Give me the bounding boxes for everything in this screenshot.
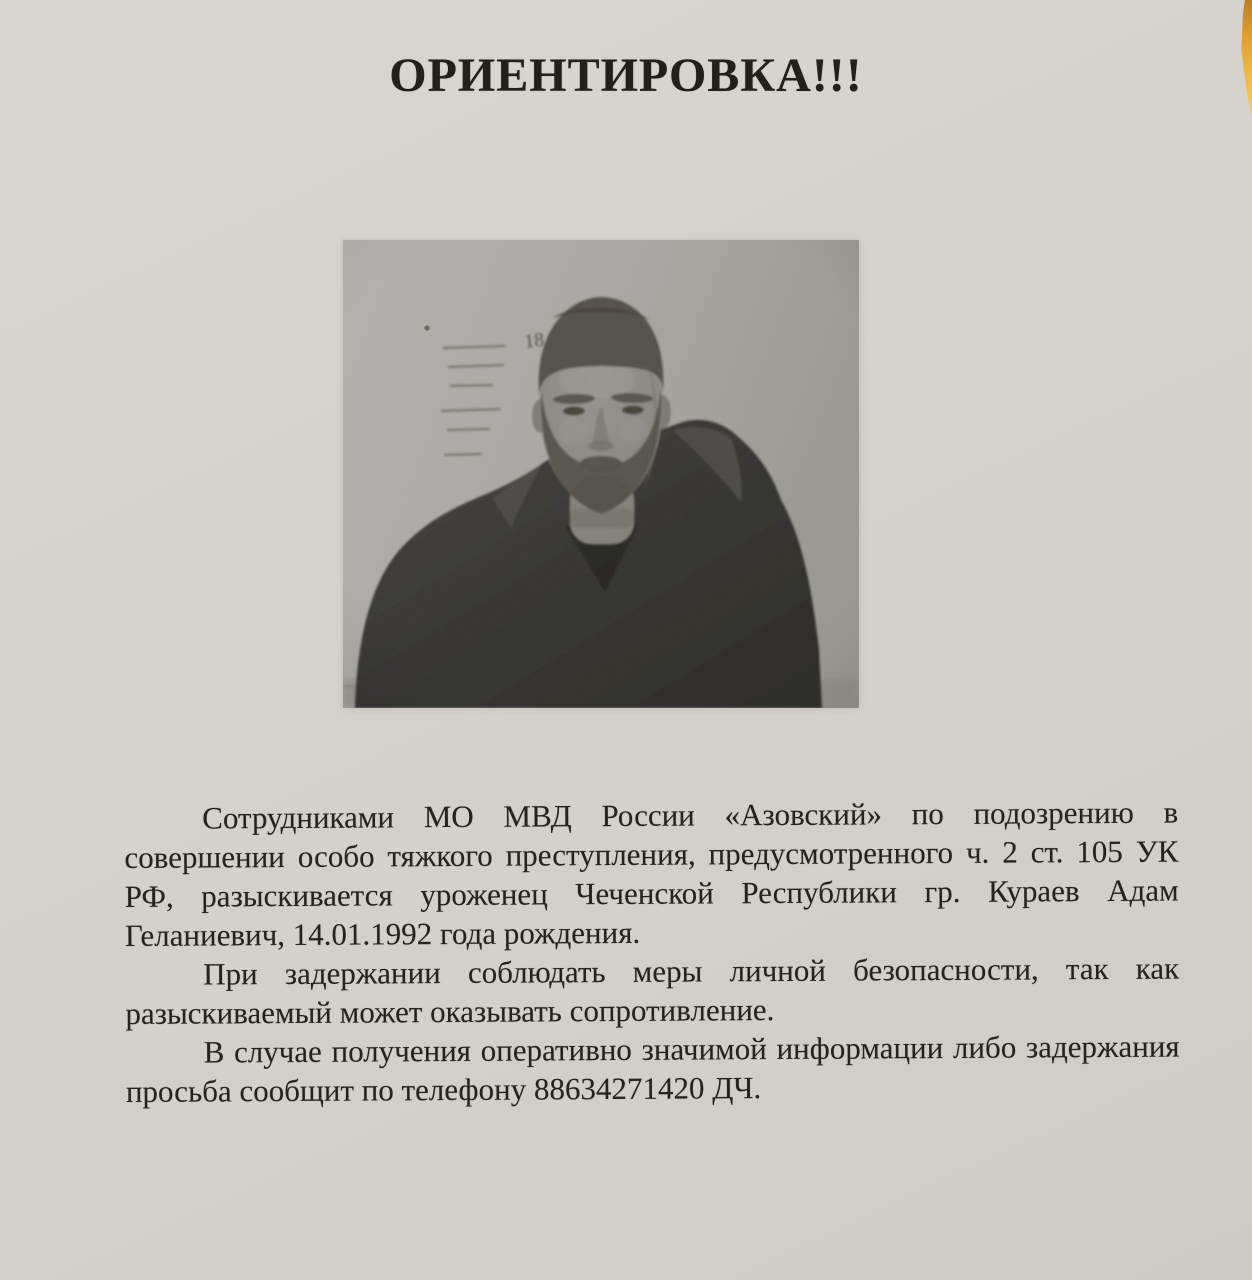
paragraph-contact-info: В случае получения оперативно значимой информации либо задержания просьба сообщит по телефону 88634271420 ДЧ. (125, 1028, 1180, 1109)
paragraph-safety-warning: При задержании соблюдать меры личной безопасности, так как разыскиваемый может оказывать сопротивление. (125, 950, 1180, 1032)
poster-body-text (124, 793, 1180, 1111)
suspect-photo (343, 240, 859, 708)
paragraph-suspect-info: Сотрудниками МО МВД России «Азовский» по подозрению в совершении особо тяжкого преступления, предусмотренного ч. 2 ст. 105 УК РФ, разыскивается уроженец Чеченской Республики гр. Кураев Адам Геланиевич, 14.01.1992 года рождения. (124, 794, 1179, 954)
photo-grain (343, 240, 859, 708)
mugshot-image (343, 240, 859, 708)
poster-title: ОРИЕНТИРОВКА!!! (389, 49, 863, 102)
